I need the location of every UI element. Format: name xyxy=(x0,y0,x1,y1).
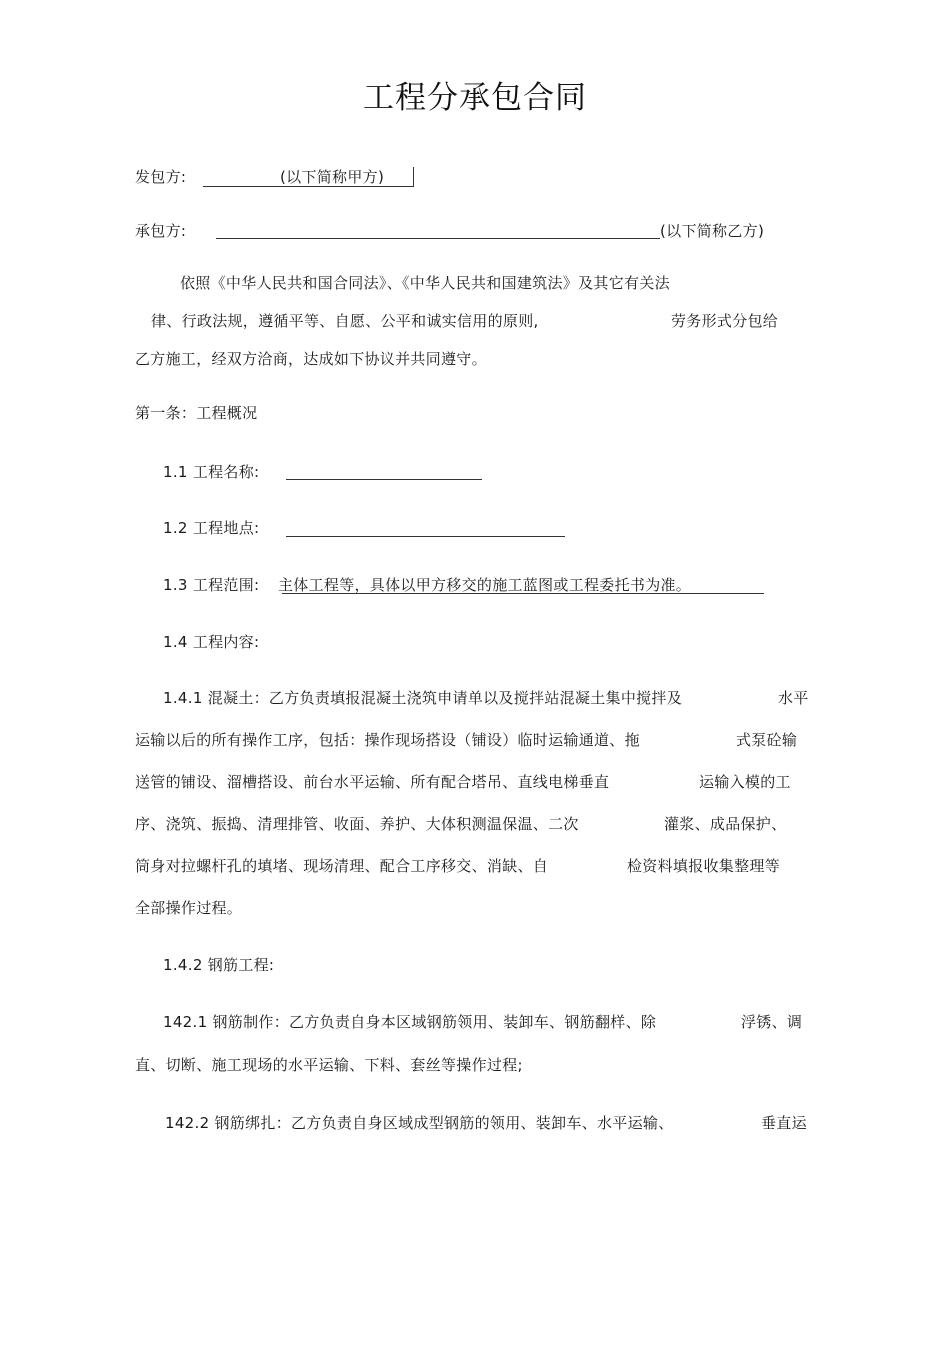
project-location-blank-line xyxy=(286,536,565,537)
rebar-fabrication-line-1-end: 浮锈、调 xyxy=(741,1013,803,1031)
preamble-line-2-end: 劳务形式分包给 xyxy=(671,312,779,330)
concrete-line-6: 全部操作过程。 xyxy=(135,899,243,917)
concrete-line-5-end: 检资料填报收集整理等 xyxy=(627,857,781,875)
concrete-line-1: 1.4.1 混凝土：乙方负责填报混凝土浇筑申请单以及搅拌站混凝土集中搅拌及 xyxy=(163,689,683,707)
concrete-line-1-end: 水平 xyxy=(778,689,809,707)
rebar-heading: 1.4.2 钢筋工程: xyxy=(163,956,275,974)
concrete-line-2-end: 式泵砼输 xyxy=(736,731,798,749)
rebar-binding-line-1: 142.2 钢筋绑扎：乙方负责自身区域成型钢筋的领用、装卸车、水平运输、 xyxy=(165,1114,674,1132)
item-1-3-scope-value: 主体工程等，具体以甲方移交的施工蓝图或工程委托书为准。 xyxy=(278,576,692,594)
article-1-heading: 第一条：工程概况 xyxy=(135,404,258,422)
preamble-line-3: 乙方施工，经双方洽商，达成如下协议并共同遵守。 xyxy=(135,350,487,368)
party-b-suffix: (以下简称乙方) xyxy=(660,222,765,240)
item-1-4-content-heading: 1.4 工程内容: xyxy=(163,633,260,651)
document-title: 工程分承包合同 xyxy=(363,80,587,116)
party-b-label: 承包方: xyxy=(135,222,187,240)
concrete-line-3: 送管的铺设、溜槽搭设、前台水平运输、所有配合塔吊、直线电梯垂直 xyxy=(135,773,610,791)
party-a-blank-line xyxy=(203,186,414,187)
party-b-blank-line xyxy=(216,238,660,239)
rebar-fabrication-line-2: 直、切断、施工现场的水平运输、下料、套丝等操作过程; xyxy=(135,1056,523,1074)
rebar-binding-line-1-end: 垂直运 xyxy=(761,1114,807,1132)
scope-underline xyxy=(282,593,764,594)
party-a-label: 发包方: xyxy=(135,168,187,186)
item-1-3-label: 1.3 工程范围: xyxy=(163,576,260,594)
item-1-2-project-location: 1.2 工程地点: xyxy=(163,519,260,537)
concrete-line-5: 筒身对拉螺杆孔的填堵、现场清理、配合工序移交、消缺、自 xyxy=(135,857,549,875)
party-a-end-mark xyxy=(413,167,414,186)
party-a-suffix: (以下简称甲方) xyxy=(280,168,385,186)
preamble-line-1: 依照《中华人民共和国合同法》、《中华人民共和国建筑法》及其它有关法 xyxy=(180,274,670,292)
concrete-line-3-end: 运输入模的工 xyxy=(699,773,791,791)
item-1-1-project-name: 1.1 工程名称: xyxy=(163,463,260,481)
concrete-line-4-end: 灌浆、成品保护、 xyxy=(664,815,787,833)
rebar-fabrication-line-1: 142.1 钢筋制作：乙方负责自身本区域钢筋领用、装卸车、钢筋翻样、除 xyxy=(163,1013,657,1031)
preamble-line-2: 律、行政法规，遵循平等、自愿、公平和诚实信用的原则, xyxy=(151,312,539,330)
project-name-blank-line xyxy=(286,479,482,480)
concrete-line-2: 运输以后的所有操作工序，包括：操作现场搭设（铺设）临时运输通道、拖 xyxy=(135,731,640,749)
concrete-line-4: 序、浇筑、振捣、清理排管、收面、养护、大体积测温保温、二次 xyxy=(135,815,579,833)
